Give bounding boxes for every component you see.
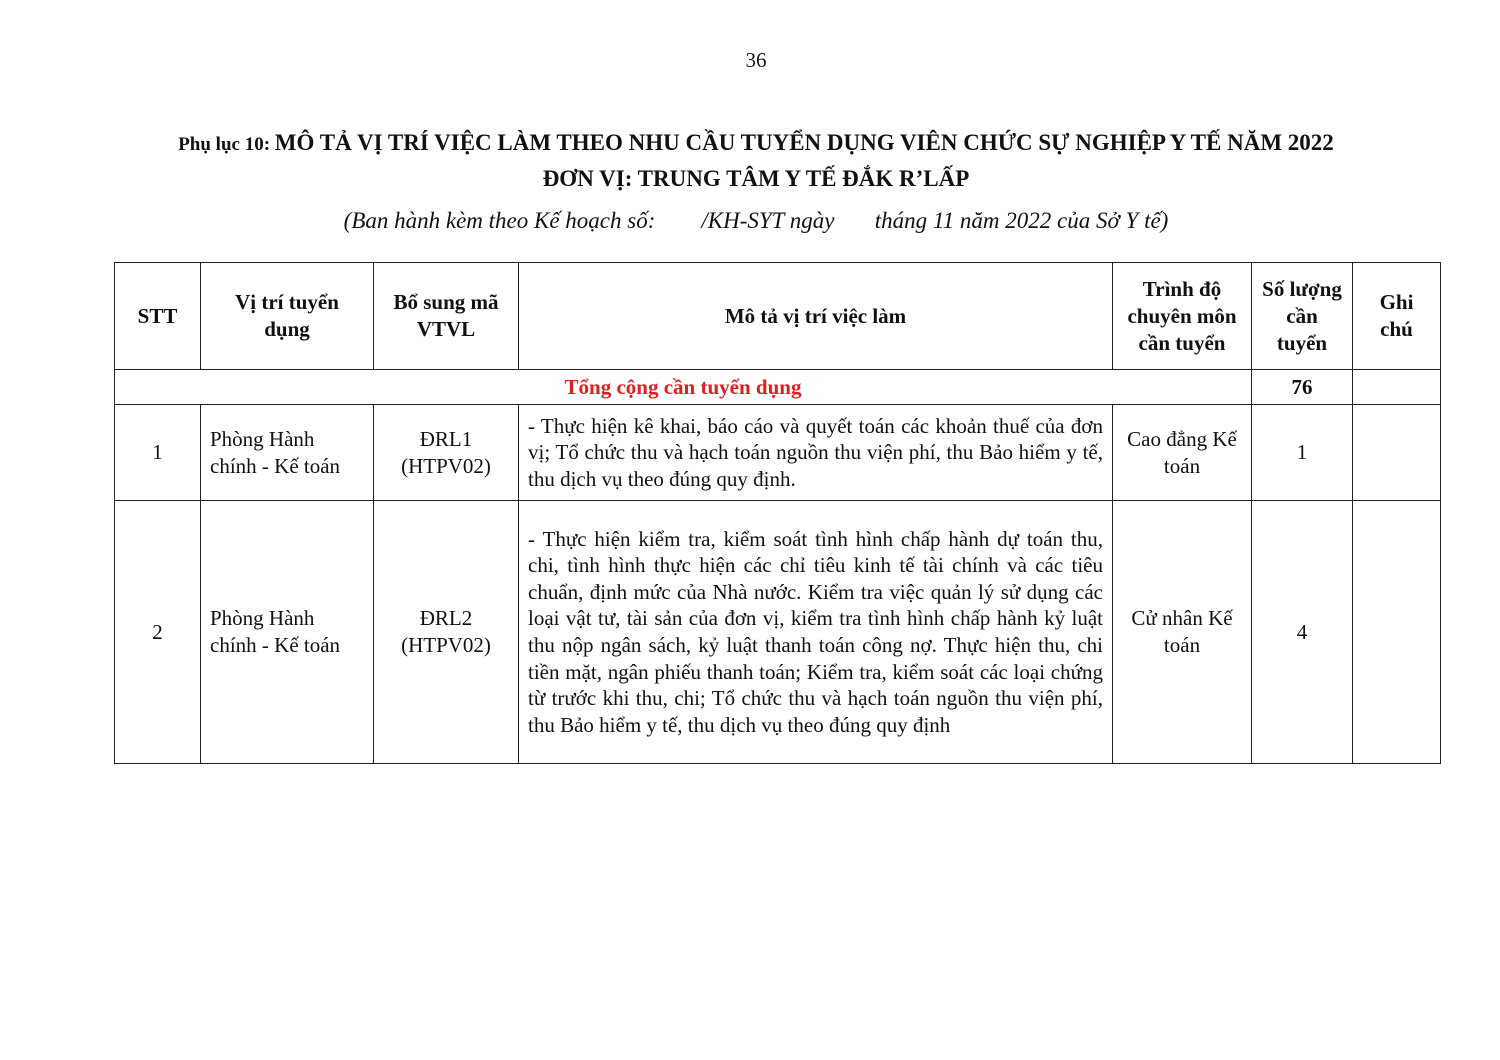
row-description: - Thực hiện kê khai, báo cáo và quyết toán các khoản thuế của đơn vị; Tổ chức thu và hạch toán nguồn thu viện phí, thu Bảo hiểm y tế, thu dịch vụ theo đúng quy định. — [519, 405, 1113, 501]
header-code: Bổ sung mã VTVL — [374, 263, 519, 370]
row-description: - Thực hiện kiểm tra, kiểm soát tình hình chấp hành dự toán thu, chi, tình hình thực hiện các chỉ tiêu kinh tế tài chính và các tiêu chuẩn, định mức của Nhà nước. Kiểm tra việc quản lý sử dụng các loại vật tư, tài sản của đơn vị, kiểm tra tình hình chấp hành kỷ luật thu nộp ngân sách, kỷ luật thanh toán công nợ. Thực hiện thu, chi tiền mặt, ngân phiếu thanh toán; Kiểm tra, kiểm soát các loại chứng từ trước khi thu, chi; Tổ chức thu và hạch toán nguồn thu viện phí, thu Bảo hiểm y tế, thu dịch vụ theo đúng quy định — [519, 501, 1113, 764]
row-code-main: ĐRL1 — [419, 426, 473, 451]
total-note — [1353, 370, 1441, 405]
total-label: Tổng cộng cần tuyển dụng — [115, 370, 1252, 405]
row-qualification: Cử nhân Kế toán — [1113, 501, 1252, 764]
row-quantity: 4 — [1252, 501, 1353, 764]
row-position: Phòng Hành chính - Kế toán — [201, 405, 374, 501]
table-header-row — [115, 263, 1441, 370]
row-code-sub: (HTPV02) — [401, 633, 491, 657]
row-stt: 2 — [115, 501, 201, 764]
table-row — [115, 501, 1441, 764]
document-title — [0, 126, 1500, 195]
subtitle: (Ban hành kèm theo Kế hoạch số: /KH-SYT ngày tháng 11 năm 2022 của Sở Y tế) — [343, 208, 1169, 233]
title-main: MÔ TẢ VỊ TRÍ VIỆC LÀM THEO NHU CẦU TUYỂN DỤNG VIÊN CHỨC SỰ NGHIỆP Y TẾ NĂM 2022 — [274, 130, 1334, 155]
header-stt: STT — [115, 263, 201, 370]
recruitment-table — [114, 262, 1441, 764]
row-code-sub: (HTPV02) — [401, 453, 491, 478]
header-position: Vị trí tuyển dụng — [201, 263, 374, 370]
header-quantity: Số lượng cần tuyển — [1252, 263, 1353, 370]
title-line-1 — [0, 126, 1500, 162]
page-number: 36 — [745, 48, 767, 72]
total-row — [115, 370, 1441, 405]
table-row — [115, 405, 1441, 501]
title-line-2: ĐƠN VỊ: TRUNG TÂM Y TẾ ĐẮK R’LẤP — [542, 166, 970, 191]
row-qualification: Cao đẳng Kế toán — [1113, 405, 1252, 501]
row-code-main: ĐRL2 — [419, 606, 473, 631]
row-quantity: 1 — [1252, 405, 1353, 501]
row-stt: 1 — [115, 405, 201, 501]
header-description: Mô tả vị trí việc làm — [519, 263, 1113, 370]
row-note — [1353, 501, 1441, 764]
total-value: 76 — [1252, 370, 1353, 405]
row-position: Phòng Hành chính - Kế toán — [201, 501, 374, 764]
header-qualification: Trình độ chuyên môn cần tuyển — [1113, 263, 1252, 370]
row-note — [1353, 405, 1441, 501]
row-code — [374, 501, 519, 764]
title-prefix: Phụ lục 10: — [178, 134, 275, 155]
row-code — [374, 405, 519, 501]
header-note: Ghi chú — [1353, 263, 1441, 370]
